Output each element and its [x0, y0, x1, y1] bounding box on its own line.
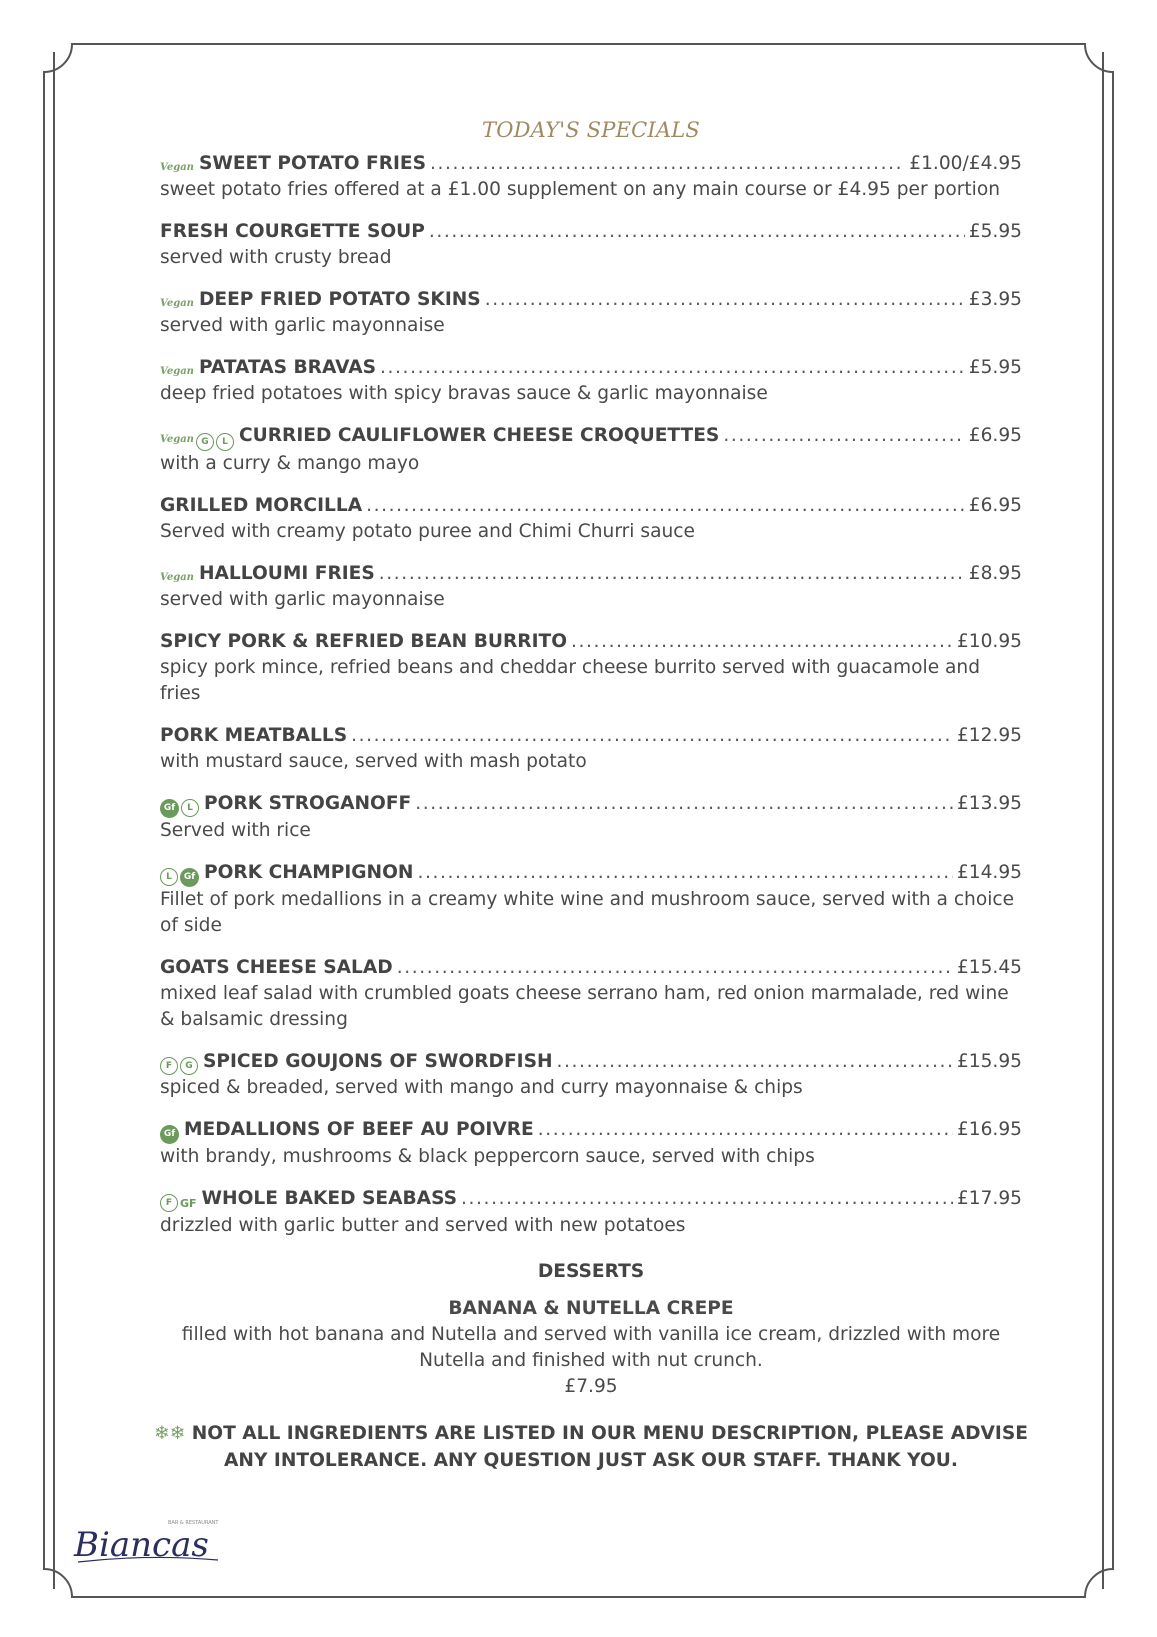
menu-item-price: £13.95 [956, 793, 1022, 814]
menu-item-name [160, 561, 375, 587]
menu-item [160, 860, 1022, 939]
menu-item-name [160, 423, 719, 451]
menu-item-description: Served with creamy potato puree and Chimi Churri sauce [160, 521, 695, 542]
dot-leader [538, 1117, 953, 1143]
menu-item-price: £15.45 [956, 957, 1022, 978]
specials-list [160, 151, 1022, 1239]
menu-item-description: with brandy, mushrooms & black peppercorn sauce, served with chips [160, 1146, 815, 1167]
menu-item [160, 1117, 1022, 1170]
menu-item-description: with a curry & mango mayo [160, 453, 420, 474]
menu-item-description: served with crusty bread [160, 247, 392, 268]
allergy-notice [146, 1420, 1036, 1474]
item-name-text: GOATS CHEESE SALAD [160, 957, 393, 978]
menu-item-price: £16.95 [956, 1119, 1022, 1140]
menu-item-price: £6.95 [968, 495, 1022, 516]
menu-item [160, 955, 1022, 1033]
menu-item-row [160, 355, 1022, 381]
menu-item [160, 561, 1022, 613]
menu-item-price: £14.95 [956, 862, 1022, 883]
dot-leader [379, 561, 965, 587]
menu-item-description: mixed leaf salad with crumbled goats cheese serrano ham, red onion marmalade, red wine & balsamic dressing [160, 983, 1009, 1030]
item-name-text: PORK CHAMPIGNON [204, 862, 414, 883]
vegan-icon: Vegan [160, 298, 194, 309]
menu-item-name [160, 1117, 534, 1144]
dietary-icons [160, 1194, 197, 1213]
gf-icon: Gf [160, 1125, 179, 1144]
dietary-icons [160, 571, 194, 585]
dessert-name: BANANA & NUTELLA CREPE [448, 1298, 734, 1319]
biancas-logo [68, 1512, 228, 1570]
item-name-text: PORK STROGANOFF [204, 793, 412, 814]
item-name-text: PORK MEATBALLS [160, 725, 348, 746]
menu-item-name [160, 860, 413, 887]
menu-item [160, 355, 1022, 407]
vegan-icon: Vegan [160, 434, 194, 445]
menu-item-name [160, 1049, 553, 1075]
notice-text: NOT ALL INGREDIENTS ARE LISTED IN OUR MENU DESCRIPTION, PLEASE ADVISE ANY INTOLERANCE. ANY QUESTION JUST ASK OUR STAFF. THANK YOU. [191, 1423, 1028, 1471]
menu-item [160, 423, 1022, 477]
menu-item-price: £10.95 [956, 631, 1022, 652]
dot-leader [461, 1186, 953, 1212]
gluten-icon: G [180, 1057, 198, 1075]
dietary-icons [160, 799, 199, 818]
menu-item-row [160, 1049, 1022, 1075]
menu-item-name [160, 219, 425, 245]
menu-item-price: £6.95 [968, 425, 1022, 446]
logo-tagline: BAR & RESTAURANT [168, 1520, 219, 1526]
menu-item-price: £12.95 [956, 725, 1022, 746]
item-name-text: SPICED GOUJONS OF SWORDFISH [203, 1051, 553, 1072]
dietary-icons [160, 365, 194, 379]
menu-item-name [160, 955, 393, 981]
dot-leader [397, 955, 953, 981]
menu-item-price: £3.95 [968, 289, 1022, 310]
menu-item-row [160, 629, 1022, 655]
menu-item-description: deep fried potatoes with spicy bravas sauce & garlic mayonnaise [160, 383, 768, 404]
item-name-text: CURRIED CAULIFLOWER CHEESE CROQUETTES [238, 425, 720, 446]
menu-item-price: £17.95 [956, 1188, 1022, 1209]
dot-leader [430, 151, 905, 177]
dietary-icons [160, 297, 194, 311]
menu-item-name [160, 629, 567, 655]
menu-item-row [160, 151, 1022, 177]
menu-item-row [160, 287, 1022, 313]
menu-item-row [160, 423, 1022, 451]
menu-item-name [160, 493, 362, 519]
menu-item-name [160, 355, 376, 381]
menu-item [160, 287, 1022, 339]
menu-item-row [160, 791, 1022, 818]
fish-icon: F [160, 1057, 178, 1075]
menu-item [160, 1186, 1022, 1239]
dot-leader [557, 1049, 953, 1075]
menu-item-row [160, 1117, 1022, 1144]
menu-item-row [160, 493, 1022, 519]
item-name-text: HALLOUMI FRIES [198, 563, 375, 584]
dot-leader [417, 860, 952, 886]
menu-item-price: £8.95 [968, 563, 1022, 584]
menu-item [160, 151, 1022, 203]
menu-item-row [160, 860, 1022, 887]
menu-item-description: spicy pork mince, refried beans and cheddar cheese burrito served with guacamole and fries [160, 657, 981, 704]
logo-name: Biancas [74, 1525, 209, 1565]
menu-item-name [160, 723, 347, 749]
menu-item-description: spiced & breaded, served with mango and curry mayonnaise & chips [160, 1077, 803, 1098]
menu-item-description: sweet potato fries offered at a £1.00 supplement on any main course or £4.95 per portion [160, 179, 1000, 200]
item-name-text: SWEET POTATO FRIES [198, 153, 427, 174]
dessert-price: £7.95 [564, 1376, 618, 1397]
menu-item-description: with mustard sauce, served with mash potato [160, 751, 587, 772]
menu-content [154, 118, 1028, 1474]
menu-item-row [160, 219, 1022, 245]
menu-item-price: £5.95 [968, 357, 1022, 378]
vegan-icon: Vegan [160, 572, 194, 583]
menu-item-description: Fillet of pork medallions in a creamy white wine and mushroom sauce, served with a choice of side [160, 889, 1015, 936]
gluten-icon: G [196, 433, 214, 451]
lactose-icon: L [216, 433, 234, 451]
dot-leader [380, 355, 965, 381]
gf-icon: Gf [160, 799, 179, 818]
dietary-icons [160, 1125, 179, 1144]
item-name-text: SPICY PORK & REFRIED BEAN BURRITO [160, 631, 568, 652]
dot-leader [485, 287, 965, 313]
item-name-text: PATATAS BRAVAS [198, 357, 377, 378]
menu-item-price: £5.95 [968, 221, 1022, 242]
dot-leader [415, 791, 953, 817]
desserts-title: DESSERTS [537, 1261, 645, 1282]
menu-item-description: served with garlic mayonnaise [160, 589, 445, 610]
dietary-icons [160, 161, 194, 175]
menu-item-row [160, 955, 1022, 981]
item-name-text: MEDALLIONS OF BEEF AU POIVRE [184, 1119, 534, 1140]
gf-icon: Gf [180, 868, 199, 887]
menu-item-price: £15.95 [956, 1051, 1022, 1072]
menu-item [160, 493, 1022, 545]
menu-item-name [160, 1186, 457, 1213]
menu-item [160, 723, 1022, 775]
snowflake-icon: ❄❄ [154, 1423, 186, 1444]
menu-item [160, 629, 1022, 707]
dot-leader [351, 723, 953, 749]
menu-item-name [160, 791, 411, 818]
menu-item-description: drizzled with garlic butter and served with new potatoes [160, 1215, 686, 1236]
fish-icon: F [160, 1194, 178, 1212]
menu-item-row [160, 1186, 1022, 1213]
item-name-text: WHOLE BAKED SEABASS [201, 1188, 458, 1209]
menu-item-row [160, 561, 1022, 587]
item-name-text: GRILLED MORCILLA [160, 495, 363, 516]
gftext-icon: GF [180, 1197, 197, 1210]
dot-leader [723, 423, 964, 449]
item-name-text: FRESH COURGETTE SOUP [160, 221, 425, 242]
menu-item-description: served with garlic mayonnaise [160, 315, 445, 336]
dot-leader [429, 219, 965, 245]
menu-item [160, 791, 1022, 844]
dietary-icons [160, 1057, 198, 1075]
menu-item [160, 219, 1022, 271]
lactose-icon: L [181, 799, 199, 817]
dot-leader [366, 493, 965, 519]
menu-item-name [160, 287, 481, 313]
lactose-icon: L [160, 868, 178, 886]
dietary-icons [160, 433, 234, 451]
menu-item [160, 1049, 1022, 1101]
menu-item-name [160, 151, 426, 177]
dessert-description: filled with hot banana and Nutella and served with vanilla ice cream, drizzled with more Nutella and finished with nut crunch. [181, 1324, 1001, 1371]
vegan-icon: Vegan [160, 366, 194, 377]
dot-leader [571, 629, 953, 655]
menu-item-price: £1.00/£4.95 [909, 153, 1022, 174]
menu-item-description: Served with rice [160, 820, 311, 841]
dietary-icons [160, 868, 199, 887]
page-title: TODAY'S SPECIALS [482, 118, 700, 142]
menu-item-row [160, 723, 1022, 749]
item-name-text: DEEP FRIED POTATO SKINS [198, 289, 481, 310]
vegan-icon: Vegan [160, 162, 194, 173]
